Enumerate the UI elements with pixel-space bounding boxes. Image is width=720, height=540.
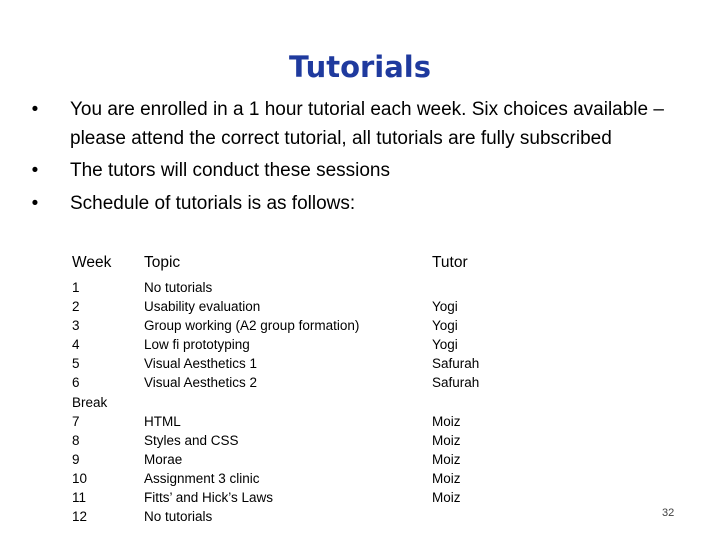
table-row [72,297,672,316]
table-row [72,393,672,412]
topic-cell: Visual Aesthetics 2 [144,375,258,391]
bullet-dot: • [31,99,39,120]
week-cell: 4 [72,337,80,353]
slide-title: Tutorials [288,50,432,84]
topic-cell: Fitts’ and Hick’s Laws [144,490,274,506]
week-cell: 5 [72,356,80,372]
tutor-cell: Safurah [432,375,480,391]
week-cell: 8 [72,432,80,448]
tutor-cell: Moiz [432,413,461,429]
tutor-cell: Moiz [432,432,461,448]
topic-cell: Assignment 3 clinic [144,470,260,486]
schedule-body [72,278,675,526]
table-row [72,373,672,392]
table-row [72,335,672,354]
tutor-cell [432,278,552,297]
week-cell: 3 [72,318,80,334]
topic-cell: No tutorials [144,280,213,295]
topic-column-header: Topic [144,254,181,271]
bullet-item [28,157,668,186]
bullet-dot: • [31,192,39,214]
topic-cell: Visual Aesthetics 1 [144,356,258,372]
topic-cell: Group working (A2 group formation) [144,318,360,334]
table-row [72,278,672,297]
week-column-header: Week [72,254,112,271]
schedule-table [72,252,675,526]
table-row [72,431,672,450]
table-row [72,450,672,469]
week-cell: 1 [72,280,80,295]
week-cell: 12 [72,509,88,525]
tutor-column-header: Tutor [432,254,468,271]
tutor-cell: Safurah [432,356,480,372]
bullet-text: You are enrolled in a 1 hour tutorial each week. Six choices available – please attend the correct tutorial, all tutorials are fully subscribed [70,99,664,149]
schedule-header-row [72,252,672,274]
bullet-text: Schedule of tutorials is as follows: [70,192,356,214]
bullet-item [28,190,668,219]
topic-cell: Styles and CSS [144,432,239,448]
table-row [72,316,672,335]
tutor-cell: Moiz [432,451,461,467]
table-row [72,507,675,526]
week-cell: Break [72,394,108,410]
table-row [72,488,672,507]
tutor-cell: Yogi [432,318,458,334]
tutor-cell: Yogi [432,337,458,353]
page-number: 32 [662,507,675,519]
tutor-cell [432,507,552,526]
bullet-item [28,96,668,153]
week-cell: 2 [72,299,80,315]
table-row [72,469,672,488]
topic-cell: No tutorials [144,509,213,525]
table-row [72,412,672,431]
topic-cell: Low fi prototyping [144,337,250,353]
week-cell: 7 [72,413,80,429]
week-cell: 9 [72,451,80,467]
week-cell: 10 [72,470,88,486]
tutor-cell: Moiz [432,490,461,506]
topic-cell: HTML [144,413,181,429]
table-row [72,354,672,373]
tutor-cell: Moiz [432,470,461,486]
bullet-dot: • [31,160,39,181]
topic-cell: Morae [144,451,183,467]
bullet-list [28,96,668,222]
week-cell: 6 [72,375,80,391]
week-cell: 11 [72,490,87,506]
bullet-text: The tutors will conduct these sessions [70,160,390,181]
tutor-cell: Yogi [432,299,458,315]
topic-cell: Usability evaluation [144,299,261,315]
tutor-cell [432,393,552,412]
topic-cell [144,393,432,412]
